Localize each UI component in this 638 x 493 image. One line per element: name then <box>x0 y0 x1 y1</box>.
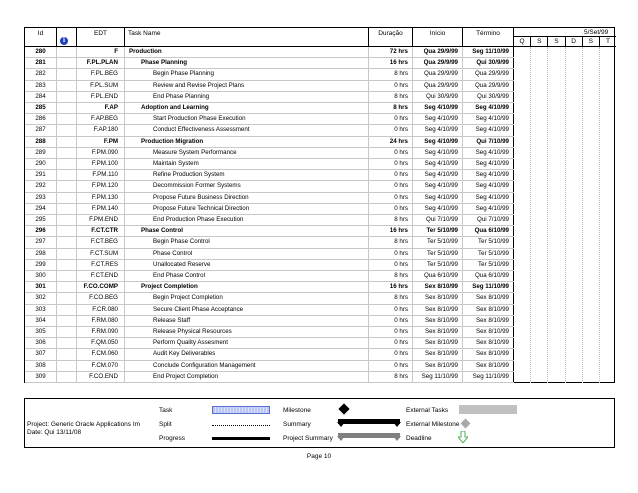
task-finish: Sex 8/10/99 <box>463 293 514 303</box>
task-finish: Qui 30/9/99 <box>463 92 514 102</box>
task-edt: F.PL.PLAN <box>77 58 125 68</box>
task-duration: 8 hrs <box>369 271 413 281</box>
col-header-finish[interactable]: Término <box>463 28 514 47</box>
task-edt: F.CT.RES <box>77 260 125 270</box>
task-row[interactable] <box>25 114 514 125</box>
task-duration: 0 hrs <box>369 305 413 315</box>
task-id: 285 <box>25 103 57 113</box>
task-row[interactable] <box>25 260 514 271</box>
external-milestone-diamond-icon <box>461 419 471 429</box>
gantt-chart-area[interactable] <box>514 47 616 383</box>
col-header-edt[interactable]: EDT <box>77 28 125 47</box>
task-edt: F.PM.120 <box>77 181 125 191</box>
task-start: Seg 4/10/99 <box>413 125 463 135</box>
task-edt: F.RM.090 <box>77 327 125 337</box>
task-duration: 0 hrs <box>369 159 413 169</box>
task-name: Begin Phase Control <box>125 237 369 247</box>
task-row[interactable] <box>25 316 514 327</box>
task-name: Propose Future Business Direction <box>125 193 369 203</box>
task-finish: Qua 6/10/99 <box>463 271 514 281</box>
task-finish: Seg 11/10/99 <box>463 47 514 57</box>
task-row[interactable] <box>25 349 514 360</box>
task-row[interactable] <box>25 204 514 215</box>
timescale-day: Q <box>514 37 531 46</box>
task-id: 298 <box>25 249 57 259</box>
task-edt: F.PM.END <box>77 215 125 225</box>
task-id: 308 <box>25 361 57 371</box>
task-start: Seg 11/10/99 <box>413 372 463 382</box>
task-id: 290 <box>25 159 57 169</box>
task-start: Qua 29/9/99 <box>413 69 463 79</box>
task-edt: F.CR.080 <box>77 305 125 315</box>
task-name: Secure Client Phase Acceptance <box>125 305 369 315</box>
task-id: 307 <box>25 349 57 359</box>
project-date: Date: Qui 13/11/08 <box>27 429 82 436</box>
task-row[interactable] <box>25 237 514 248</box>
task-row[interactable] <box>25 361 514 372</box>
task-row[interactable] <box>25 226 514 237</box>
task-id: 301 <box>25 282 57 292</box>
task-name: End Phase Planning <box>125 92 369 102</box>
legend-task-bar <box>212 406 270 414</box>
grid-line <box>25 47 77 382</box>
task-duration: 0 hrs <box>369 204 413 214</box>
task-edt: F.AP.180 <box>77 125 125 135</box>
task-name: Production <box>125 47 369 57</box>
task-id: 296 <box>25 226 57 236</box>
task-start: Seg 4/10/99 <box>413 170 463 180</box>
task-finish: Qua 6/10/99 <box>463 226 514 236</box>
task-finish: Sex 8/10/99 <box>463 305 514 315</box>
task-duration: 8 hrs <box>369 237 413 247</box>
legend-progress-bar <box>212 437 270 440</box>
task-finish: Sex 8/10/99 <box>463 316 514 326</box>
task-finish: Qui 30/9/99 <box>463 58 514 68</box>
task-name: Begin Project Completion <box>125 293 369 303</box>
task-id: 303 <box>25 305 57 315</box>
task-duration: 0 hrs <box>369 327 413 337</box>
task-edt: F.PL.SUM <box>77 81 125 91</box>
task-edt: F.PM.140 <box>77 204 125 214</box>
task-duration: 0 hrs <box>369 114 413 124</box>
col-header-id[interactable]: Id <box>25 28 57 47</box>
task-name: Phase Planning <box>125 58 369 68</box>
task-start: Seg 4/10/99 <box>413 159 463 169</box>
task-id: 289 <box>25 148 57 158</box>
task-id: 288 <box>25 137 57 147</box>
timescale-day: S <box>531 37 548 46</box>
task-edt: F.PM.100 <box>77 159 125 169</box>
timescale-week: 5/Set/99 <box>514 28 616 37</box>
task-name: Decommission Former Systems <box>125 181 369 191</box>
task-finish: Ter 5/10/99 <box>463 249 514 259</box>
task-duration: 0 hrs <box>369 181 413 191</box>
task-name: Phase Control <box>125 226 369 236</box>
task-start: Sex 8/10/99 <box>413 282 463 292</box>
legend-milestone-label: Milestone <box>283 407 311 414</box>
task-duration: 8 hrs <box>369 103 413 113</box>
task-duration: 8 hrs <box>369 69 413 79</box>
task-edt: F.PL.BEG <box>77 69 125 79</box>
timescale-day: T <box>605 38 610 45</box>
legend-external-task-bar <box>459 405 517 414</box>
task-edt: F.CT.END <box>77 271 125 281</box>
task-name: Conduct Effectiveness Assessment <box>125 125 369 135</box>
legend-progress-label: Progress <box>159 435 186 442</box>
task-duration: 0 hrs <box>369 148 413 158</box>
task-finish: Seg 4/10/99 <box>463 181 514 191</box>
task-id: 305 <box>25 327 57 337</box>
task-finish: Sex 8/10/99 <box>463 349 514 359</box>
task-duration: 0 hrs <box>369 81 413 91</box>
task-finish: Qua 29/9/99 <box>463 69 514 79</box>
col-header-task-name[interactable]: Task Name <box>125 28 369 47</box>
task-row[interactable] <box>25 148 514 159</box>
task-name: End Project Completion <box>125 372 369 382</box>
task-finish: Ter 5/10/99 <box>463 237 514 247</box>
task-id: 291 <box>25 170 57 180</box>
task-start: Seg 4/10/99 <box>413 114 463 124</box>
legend-external-milestone-label: External Milestone <box>406 421 460 428</box>
task-id: 309 <box>25 372 57 382</box>
task-edt: F.CT.SUM <box>77 249 125 259</box>
task-start: Seg 4/10/99 <box>413 148 463 158</box>
task-row[interactable] <box>25 47 514 58</box>
task-finish: Seg 4/10/99 <box>463 170 514 180</box>
task-finish: Seg 4/10/99 <box>463 193 514 203</box>
timescale-day: D <box>566 37 583 46</box>
task-duration: 16 hrs <box>369 58 413 68</box>
task-row[interactable] <box>25 81 514 92</box>
task-id: 283 <box>25 81 57 91</box>
task-finish: Seg 4/10/99 <box>463 204 514 214</box>
task-start: Qua 6/10/99 <box>413 271 463 281</box>
task-name: Review and Revise Project Plans <box>125 81 369 91</box>
task-id: 295 <box>25 215 57 225</box>
task-id: 302 <box>25 293 57 303</box>
timescale-day: S <box>583 37 600 46</box>
task-edt: F.CT.CTR <box>77 226 125 236</box>
task-name: Release Physical Resources <box>125 327 369 337</box>
task-row[interactable] <box>25 293 514 304</box>
task-duration: 8 hrs <box>369 293 413 303</box>
task-edt: F.CO.BEG <box>77 293 125 303</box>
legend-project-summary-bar <box>338 433 400 438</box>
task-id: 287 <box>25 125 57 135</box>
task-name: Phase Control <box>125 249 369 259</box>
task-start: Ter 5/10/99 <box>413 237 463 247</box>
task-duration: 0 hrs <box>369 170 413 180</box>
task-finish: Sex 8/10/99 <box>463 327 514 337</box>
task-name: Refine Production System <box>125 170 369 180</box>
task-edt: F.PM.110 <box>77 170 125 180</box>
task-finish: Qui 7/10/99 <box>463 215 514 225</box>
task-duration: 72 hrs <box>369 47 413 57</box>
task-start: Qui 7/10/99 <box>413 215 463 225</box>
task-name: End Phase Control <box>125 271 369 281</box>
task-row[interactable] <box>25 137 514 148</box>
task-start: Seg 4/10/99 <box>413 103 463 113</box>
task-name: Measure System Performance <box>125 148 369 158</box>
task-finish: Seg 4/10/99 <box>463 159 514 169</box>
task-edt: F.AP <box>77 103 125 113</box>
task-start: Sex 8/10/99 <box>413 338 463 348</box>
task-finish: Qui 7/10/99 <box>463 137 514 147</box>
project-info <box>27 421 140 437</box>
task-edt: F.PM.090 <box>77 148 125 158</box>
task-row[interactable] <box>25 69 514 80</box>
legend-summary-label: Summary <box>283 421 311 428</box>
task-edt: F.CM.070 <box>77 361 125 371</box>
task-duration: 0 hrs <box>369 361 413 371</box>
task-name: Project Completion <box>125 282 369 292</box>
task-id: 280 <box>25 47 57 57</box>
task-name: End Production Phase Execution <box>125 215 369 225</box>
task-name: Release Staff <box>125 316 369 326</box>
legend-task-label: Task <box>159 407 173 414</box>
legend-project-summary-label: Project Summary <box>283 435 333 442</box>
task-start: Sex 8/10/99 <box>413 316 463 326</box>
task-start: Sex 8/10/99 <box>413 293 463 303</box>
task-row[interactable] <box>25 170 514 181</box>
task-row[interactable] <box>25 215 514 226</box>
task-row[interactable] <box>25 193 514 204</box>
task-name: Begin Phase Planning <box>125 69 369 79</box>
task-name: Audit Key Deliverables <box>125 349 369 359</box>
col-header-start[interactable]: Início <box>413 28 463 47</box>
task-start: Qua 29/9/99 <box>413 47 463 57</box>
task-start: Ter 5/10/99 <box>413 226 463 236</box>
task-start: Seg 4/10/99 <box>413 204 463 214</box>
legend-split-label: Split <box>159 421 172 428</box>
task-duration: 0 hrs <box>369 260 413 270</box>
task-id: 281 <box>25 58 57 68</box>
task-start: Qua 29/9/99 <box>413 81 463 91</box>
task-row[interactable] <box>25 327 514 338</box>
task-start: Qui 30/9/99 <box>413 92 463 102</box>
task-duration: 0 hrs <box>369 125 413 135</box>
legend-external-tasks-label: External Tasks <box>406 407 449 414</box>
task-duration: 24 hrs <box>369 137 413 147</box>
task-duration: 0 hrs <box>369 249 413 259</box>
task-name: Unallocated Reserve <box>125 260 369 270</box>
task-id: 306 <box>25 338 57 348</box>
task-start: Sex 8/10/99 <box>413 327 463 337</box>
task-finish: Seg 4/10/99 <box>463 148 514 158</box>
task-finish: Seg 4/10/99 <box>463 103 514 113</box>
task-start: Ter 5/10/99 <box>413 260 463 270</box>
col-header-indicators[interactable] <box>57 28 77 47</box>
project-name: Project: Generic Oracle Applications Im <box>27 421 141 428</box>
page-footer: Page 10 <box>306 453 332 460</box>
timescale-days <box>514 37 616 47</box>
task-edt: F.CM.060 <box>77 349 125 359</box>
col-header-duration[interactable]: Duração <box>369 28 413 47</box>
task-id: 293 <box>25 193 57 203</box>
gantt-sheet <box>24 27 615 383</box>
task-id: 282 <box>25 69 57 79</box>
task-edt: F.PM <box>77 137 125 147</box>
task-edt: F.CT.BEG <box>77 237 125 247</box>
task-duration: 0 hrs <box>369 349 413 359</box>
task-start: Seg 4/10/99 <box>413 181 463 191</box>
task-id: 300 <box>25 271 57 281</box>
task-row[interactable] <box>25 92 514 103</box>
info-icon: i <box>60 37 68 45</box>
task-edt: F.QM.050 <box>77 338 125 348</box>
task-duration: 0 hrs <box>369 193 413 203</box>
legend-summary-bar <box>338 419 400 424</box>
task-duration: 8 hrs <box>369 92 413 102</box>
task-row[interactable] <box>25 181 514 192</box>
legend-deadline-label: Deadline <box>406 435 432 442</box>
task-finish: Sex 8/10/99 <box>463 338 514 348</box>
legend-split-line <box>212 425 270 426</box>
task-finish: Seg 11/10/99 <box>463 372 514 382</box>
task-id: 292 <box>25 181 57 191</box>
task-row[interactable] <box>25 271 514 282</box>
deadline-arrow-icon <box>458 431 468 443</box>
task-name: Propose Future Technical Direction <box>125 204 369 214</box>
task-start: Ter 5/10/99 <box>413 249 463 259</box>
task-finish: Ter 5/10/99 <box>463 260 514 270</box>
task-name: Production Migration <box>125 137 369 147</box>
task-start: Sex 8/10/99 <box>413 361 463 371</box>
task-id: 299 <box>25 260 57 270</box>
task-edt: F.AP.BEG <box>77 114 125 124</box>
task-name: Conclude Configuration Management <box>125 361 369 371</box>
task-name: Perform Quality Assesment <box>125 338 369 348</box>
task-row[interactable] <box>25 305 514 316</box>
task-start: Sex 8/10/99 <box>413 349 463 359</box>
task-name: Start Production Phase Execution <box>125 114 369 124</box>
task-id: 284 <box>25 92 57 102</box>
timescale-day: S <box>548 37 565 46</box>
task-name: Maintain System <box>125 159 369 169</box>
milestone-diamond-icon <box>338 403 349 414</box>
task-finish: Qua 29/9/99 <box>463 81 514 91</box>
task-edt: F.RM.080 <box>77 316 125 326</box>
task-row[interactable] <box>25 338 514 349</box>
task-edt: F.PM.130 <box>77 193 125 203</box>
legend <box>24 398 615 448</box>
task-start: Seg 4/10/99 <box>413 193 463 203</box>
task-edt: F.PL.END <box>77 92 125 102</box>
task-id: 286 <box>25 114 57 124</box>
task-row[interactable] <box>25 249 514 260</box>
task-id: 294 <box>25 204 57 214</box>
task-duration: 0 hrs <box>369 338 413 348</box>
task-name: Adoption and Learning <box>125 103 369 113</box>
task-finish: Seg 4/10/99 <box>463 125 514 135</box>
task-duration: 0 hrs <box>369 316 413 326</box>
task-row[interactable] <box>25 372 514 383</box>
task-finish: Sex 8/10/99 <box>463 361 514 371</box>
task-start: Sex 8/10/99 <box>413 305 463 315</box>
task-row[interactable] <box>25 125 514 136</box>
task-row[interactable] <box>25 103 514 114</box>
task-id: 304 <box>25 316 57 326</box>
task-row[interactable] <box>25 58 514 69</box>
task-row[interactable] <box>25 282 514 293</box>
task-edt: F.CO.COMP <box>77 282 125 292</box>
task-duration: 16 hrs <box>369 282 413 292</box>
task-start: Qua 29/9/99 <box>413 58 463 68</box>
task-edt: F <box>77 47 125 57</box>
task-duration: 16 hrs <box>369 226 413 236</box>
task-row[interactable] <box>25 159 514 170</box>
task-finish: Seg 4/10/99 <box>463 114 514 124</box>
task-finish: Seg 11/10/99 <box>463 282 514 292</box>
task-edt: F.CO.END <box>77 372 125 382</box>
task-id: 297 <box>25 237 57 247</box>
task-start: Seg 4/10/99 <box>413 137 463 147</box>
task-duration: 8 hrs <box>369 372 413 382</box>
task-duration: 8 hrs <box>369 215 413 225</box>
